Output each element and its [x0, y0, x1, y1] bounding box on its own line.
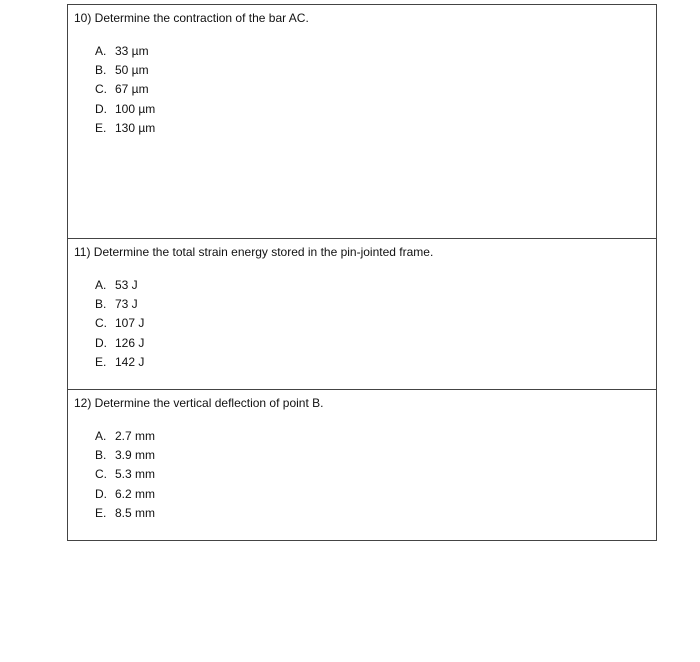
option-letter: C.	[95, 467, 107, 482]
option-text: 100 µm	[115, 101, 156, 116]
option-text: 6.2 mm	[115, 486, 156, 501]
option-text: 33 µm	[115, 44, 149, 58]
option-text: 50 µm	[115, 63, 149, 78]
option-text: 67 µm	[115, 82, 149, 97]
option-letter: D.	[95, 101, 107, 116]
option-text: 142 J	[115, 354, 145, 369]
question-table	[67, 4, 657, 541]
option-text: 2.7 mm	[115, 429, 156, 443]
question-12-text: 12) Determine the vertical deflection of point B.	[74, 396, 324, 410]
option-letter: B.	[95, 63, 107, 78]
option-text: 107 J	[115, 316, 145, 331]
option-letter: A.	[95, 44, 107, 58]
option-text: 130 µm	[115, 120, 156, 135]
option-letter: E.	[95, 505, 107, 520]
option-letter: E.	[95, 120, 107, 135]
option-item	[95, 61, 650, 80]
question-10-options	[74, 42, 650, 138]
option-item	[95, 100, 650, 119]
option-text: 8.5 mm	[115, 505, 156, 520]
option-letter: E.	[95, 354, 107, 369]
option-item	[95, 504, 650, 523]
question-10-cell	[68, 5, 656, 238]
option-text: 5.3 mm	[115, 467, 156, 482]
option-item	[95, 42, 650, 61]
option-item	[95, 314, 650, 333]
option-item	[95, 427, 650, 446]
option-item	[95, 485, 650, 504]
question-11-text: 11) Determine the total strain energy stored in the pin-jointed frame.	[74, 245, 434, 259]
option-letter: D.	[95, 335, 107, 350]
option-letter: D.	[95, 486, 107, 501]
option-letter: B.	[95, 448, 107, 463]
option-letter: A.	[95, 429, 107, 443]
question-12-cell	[68, 389, 656, 540]
option-text: 73 J	[115, 297, 138, 312]
option-letter: A.	[95, 278, 107, 292]
question-11-options	[74, 276, 650, 372]
question-10-text: 10) Determine the contraction of the bar AC.	[74, 11, 309, 25]
option-item	[95, 353, 650, 372]
option-letter: C.	[95, 316, 107, 331]
option-text: 53 J	[115, 278, 138, 292]
option-item	[95, 119, 650, 138]
question-11-cell	[68, 238, 656, 389]
option-letter: C.	[95, 82, 107, 97]
option-letter: B.	[95, 297, 107, 312]
option-item	[95, 334, 650, 353]
option-item	[95, 295, 650, 314]
option-item	[95, 80, 650, 99]
question-12-options	[74, 427, 650, 523]
option-text: 3.9 mm	[115, 448, 156, 463]
option-item	[95, 465, 650, 484]
option-item	[95, 276, 650, 295]
option-item	[95, 446, 650, 465]
option-text: 126 J	[115, 335, 145, 350]
